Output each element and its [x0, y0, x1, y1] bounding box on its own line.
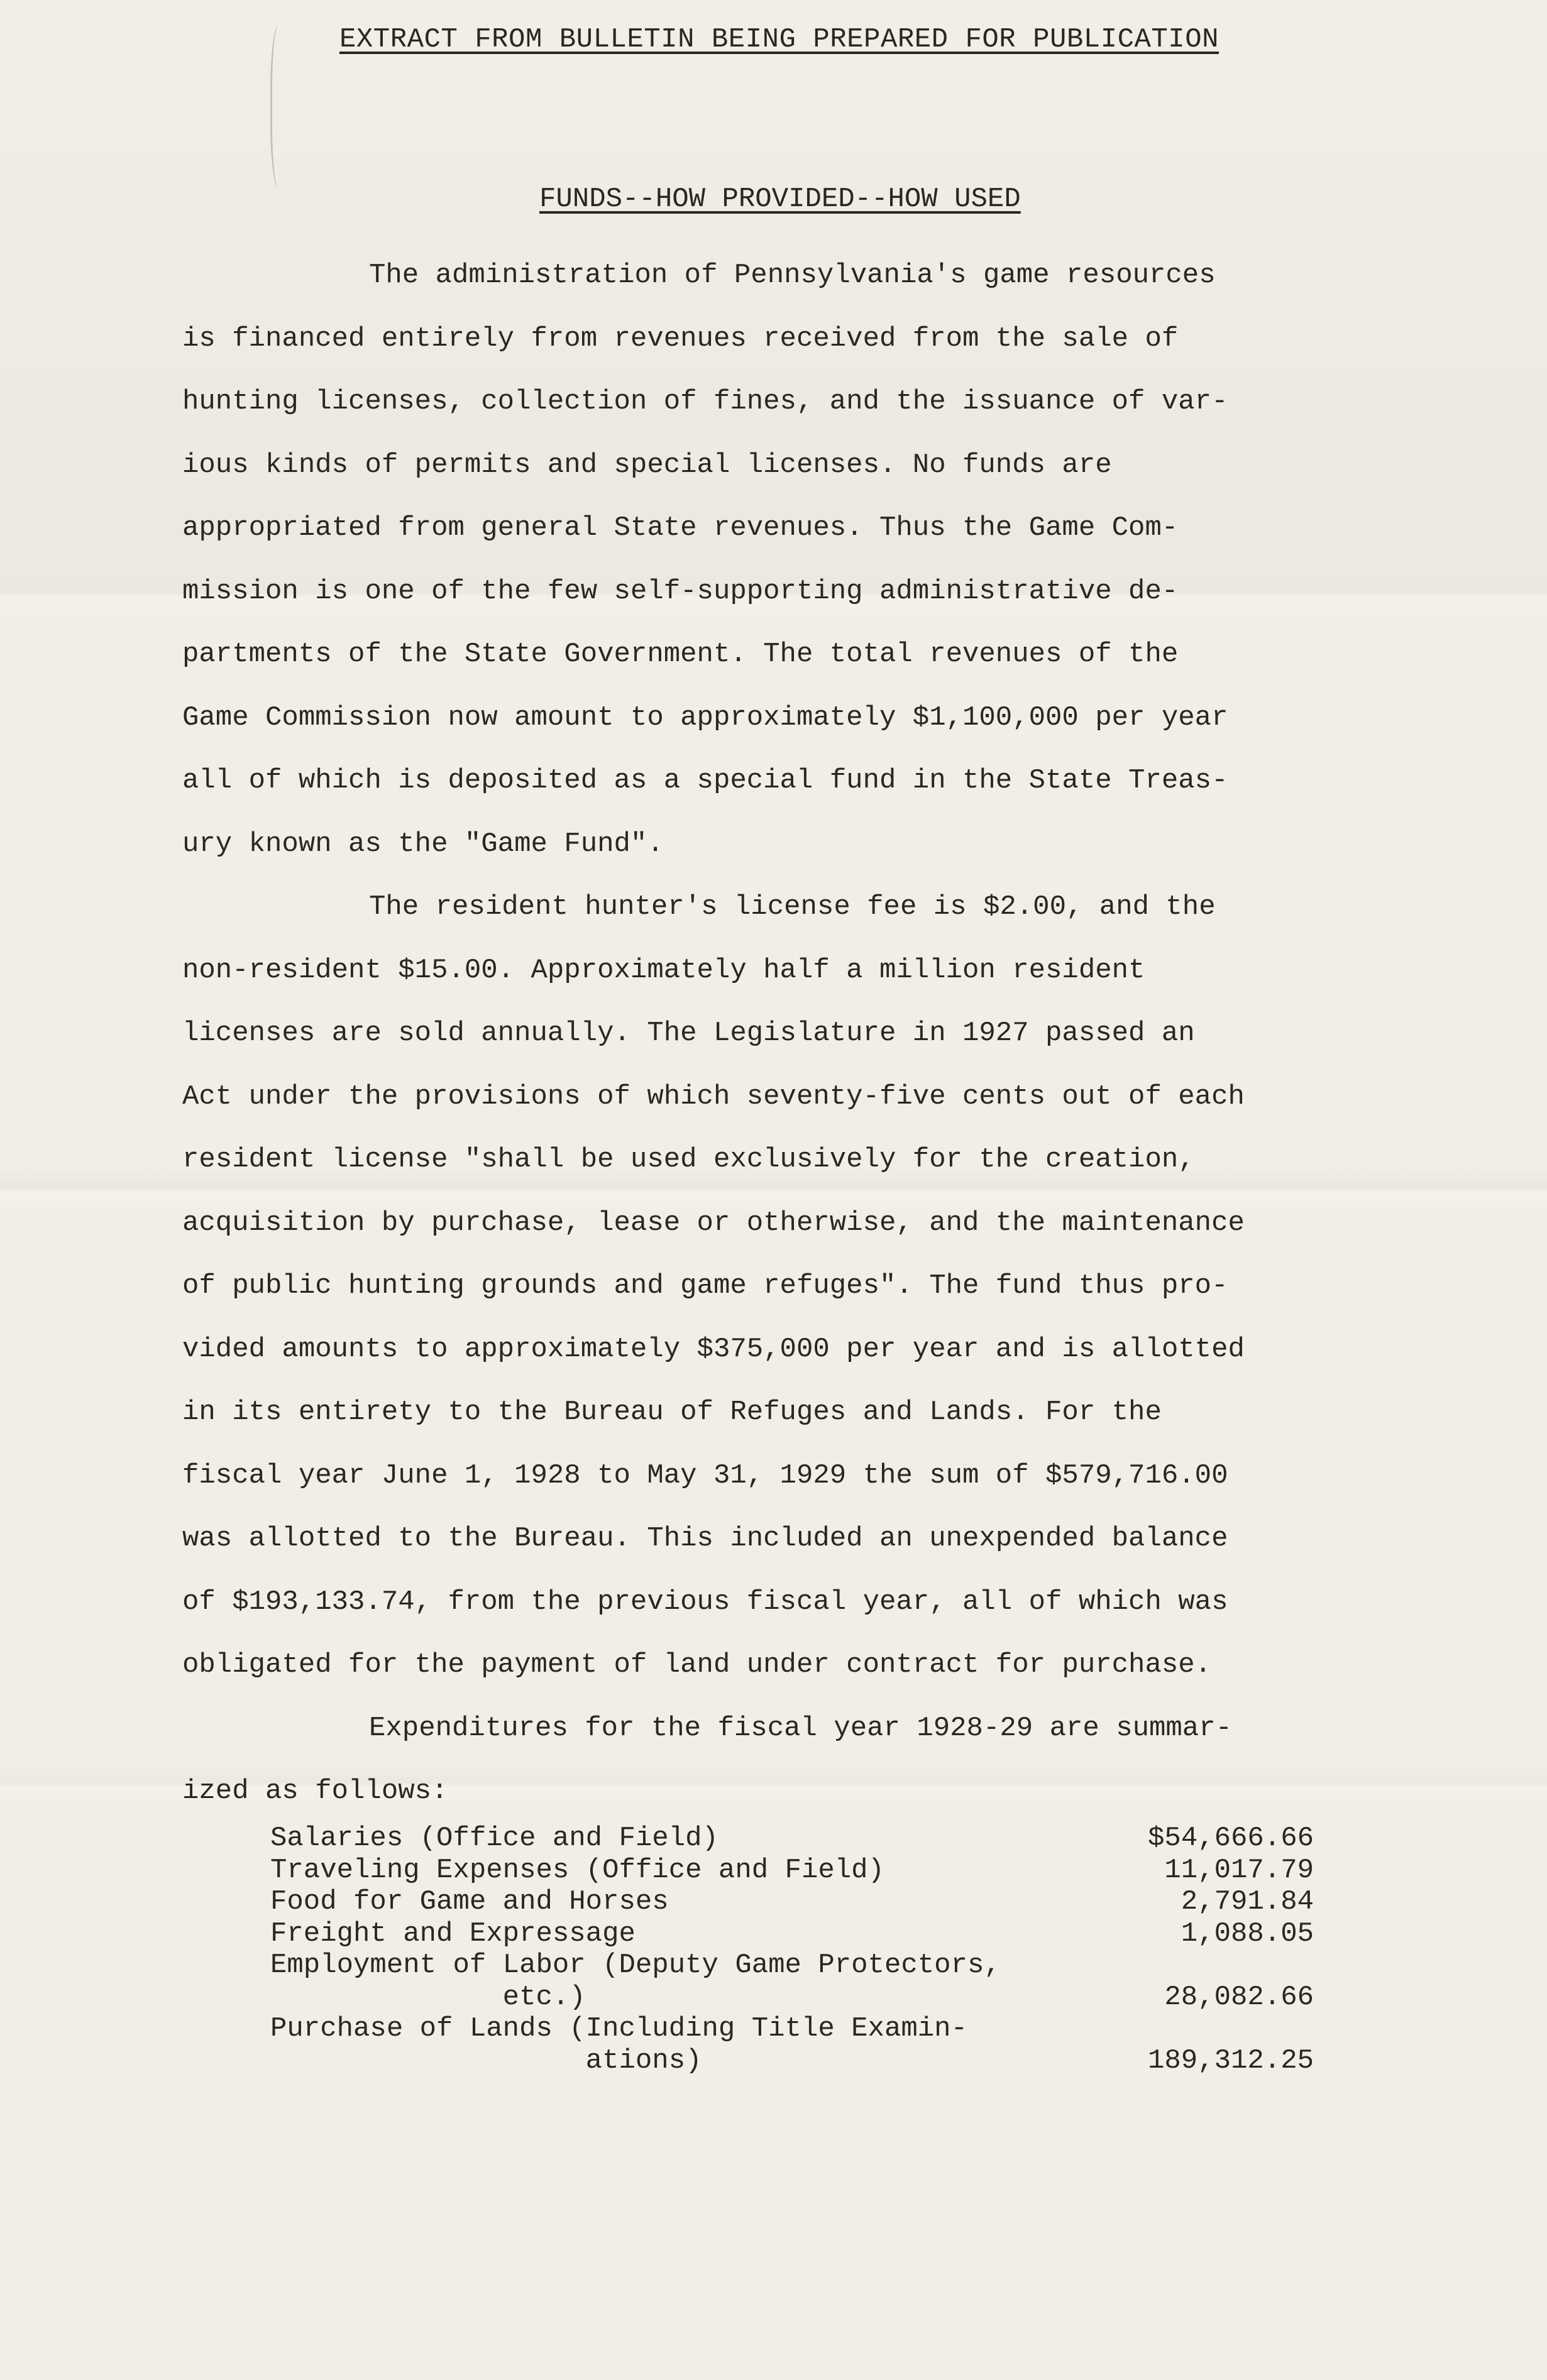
body-line: of public hunting grounds and game refuges". The fund thus pro- [182, 1270, 1228, 1302]
expenditure-label: Purchase of Lands (Including Title Examin- ations) [270, 2013, 967, 2076]
body-line: was allotted to the Bureau. This included an unexpended balance [182, 1523, 1228, 1554]
section-heading: FUNDS--HOW PROVIDED--HOW USED [539, 184, 1021, 215]
body-line: fiscal year June 1, 1928 to May 31, 1929 the sum of $579,716.00 [182, 1459, 1228, 1491]
body-line: ized as follows: [182, 1775, 448, 1807]
body-text [182, 244, 1408, 1823]
body-line: The administration of Pennsylvania's game resources [369, 260, 1216, 291]
body-line: vided amounts to approximately $375,000 per year and is allotted [182, 1333, 1245, 1365]
body-line: mission is one of the few self-supporting administrative de- [182, 575, 1179, 607]
body-line: Game Commission now amount to approximately $1,100,000 per year [182, 701, 1228, 733]
expenditure-amount: $54,666.66 [1147, 1823, 1314, 1854]
expenditure-label: Salaries (Office and Field) [270, 1823, 718, 1854]
body-line: Act under the provisions of which seventy-five cents out of each [182, 1080, 1245, 1112]
body-line: acquisition by purchase, lease or otherwise, and the maintenance [182, 1207, 1245, 1239]
body-line: ury known as the "Game Fund". [182, 828, 664, 860]
body-line: licenses are sold annually. The Legislature in 1927 passed an [182, 1017, 1195, 1049]
body-line: The resident hunter's license fee is $2.00, and the [369, 891, 1216, 923]
paper-crease-mark [270, 25, 291, 189]
document-header: EXTRACT FROM BULLETIN BEING PREPARED FOR PUBLICATION [339, 24, 1219, 55]
expenditures-list [270, 1823, 1314, 2076]
expenditure-amount: 189,312.25 [1147, 2044, 1314, 2076]
expenditure-amount: 11,017.79 [1164, 1854, 1314, 1886]
body-line: Expenditures for the fiscal year 1928-29 are summar- [369, 1712, 1233, 1744]
expenditure-amount: 28,082.66 [1164, 1981, 1314, 2013]
body-line: obligated for the payment of land under contract for purchase. [182, 1649, 1212, 1681]
expenditure-row [270, 1855, 1314, 1887]
expenditure-row [270, 1950, 1314, 2013]
body-line: hunting licenses, collection of fines, and the issuance of var- [182, 386, 1228, 417]
expenditure-label: Food for Game and Horses [270, 1886, 669, 1917]
expenditure-row [270, 1918, 1314, 1950]
body-line: partments of the State Government. The total revenues of the [182, 639, 1179, 670]
expenditure-label: Traveling Expenses (Office and Field) [270, 1854, 884, 1886]
body-line: appropriated from general State revenues. Thus the Game Com- [182, 512, 1179, 544]
body-line: of $193,133.74, from the previous fiscal year, all of which was [182, 1586, 1228, 1618]
body-line: all of which is deposited as a special fund in the State Treas- [182, 765, 1228, 796]
body-line: in its entirety to the Bureau of Refuges and Lands. For the [182, 1396, 1162, 1428]
expenditure-label: Freight and Expressage [270, 1917, 636, 1950]
body-line: is financed entirely from revenues received from the sale of [182, 322, 1179, 354]
expenditure-row [270, 1886, 1314, 1918]
body-line: non-resident $15.00. Approximately half a million resident [182, 954, 1145, 986]
expenditure-label: Employment of Labor (Deputy Game Protectors, etc.) [270, 1950, 1001, 2013]
expenditure-row [270, 2013, 1314, 2076]
expenditure-amount: 2,791.84 [1181, 1886, 1314, 1917]
body-line: resident license "shall be used exclusively for the creation, [182, 1144, 1195, 1175]
expenditure-row [270, 1823, 1314, 1855]
expenditure-amount: 1,088.05 [1181, 1917, 1314, 1950]
body-line: ious kinds of permits and special licenses. No funds are [182, 449, 1112, 481]
